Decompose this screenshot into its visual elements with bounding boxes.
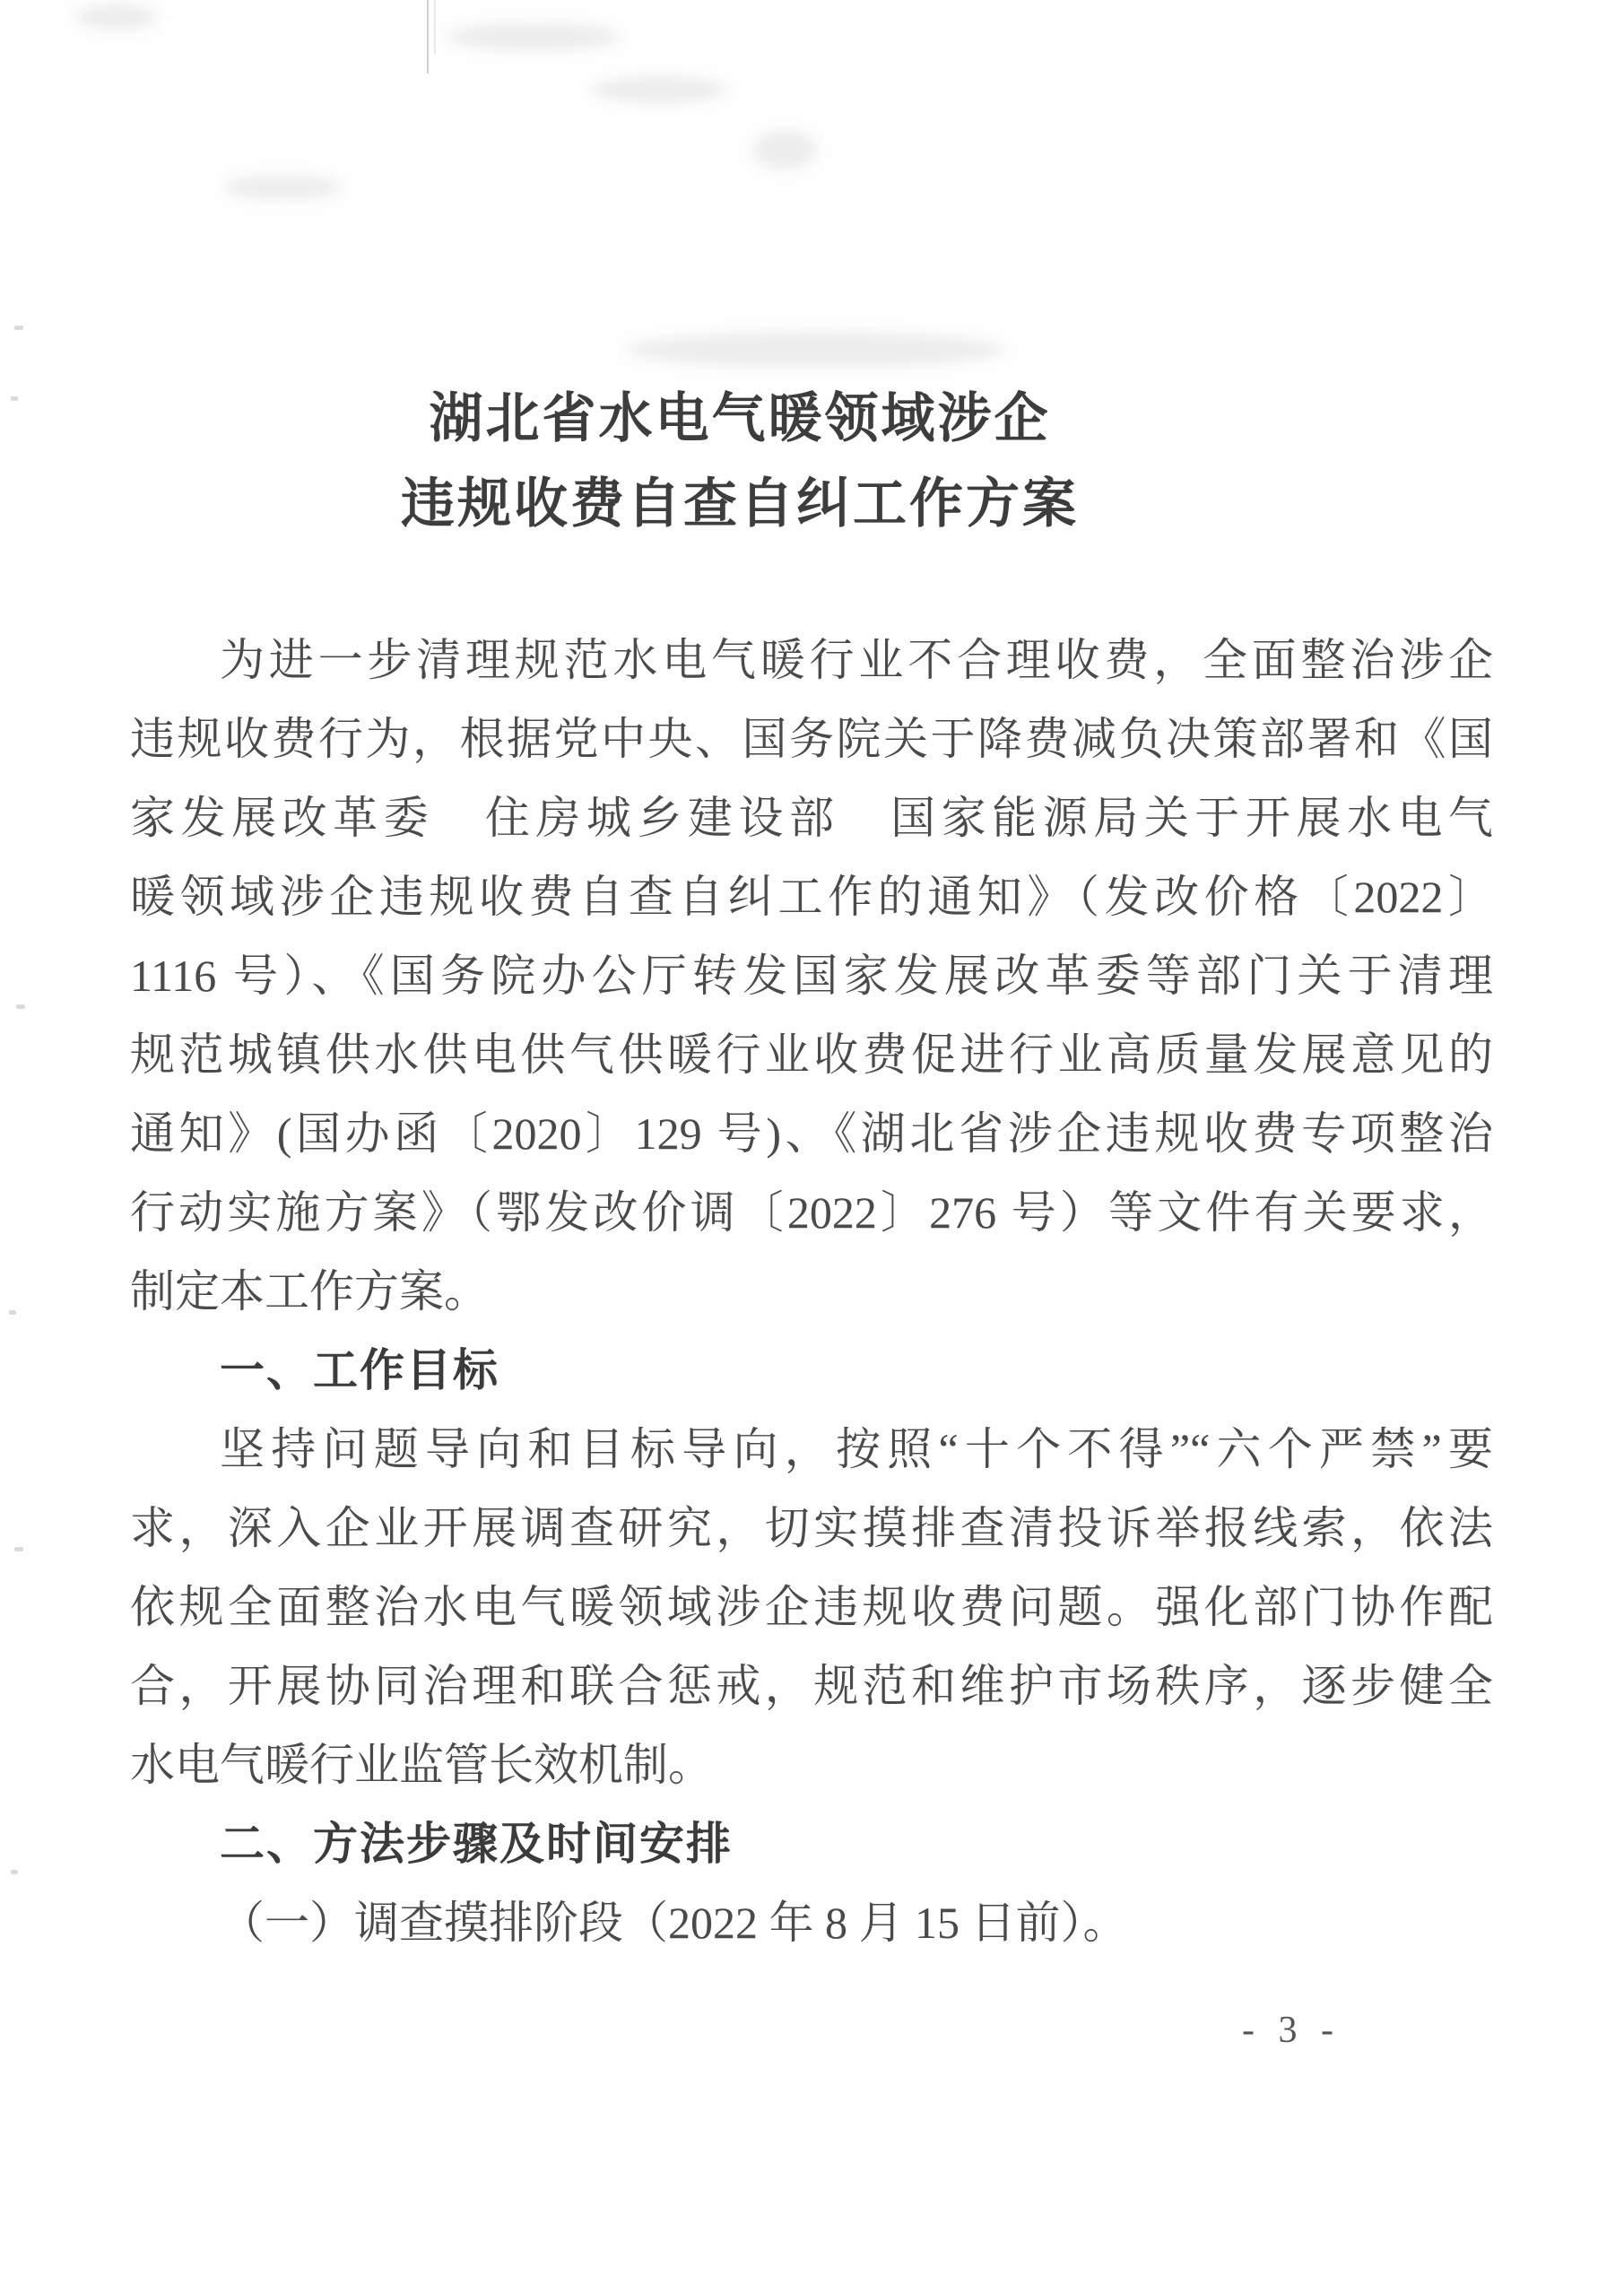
text-line: 暖领域涉企违规收费自查自纠工作的通知》（发改价格〔2022〕 (130, 872, 1493, 922)
document-body (130, 621, 1493, 1962)
text-line: 合，开展协同治理和联合惩戒，规范和维护市场秩序，逐步健全 (130, 1661, 1493, 1711)
title-line-2: 违规收费自查自纠工作方案 (401, 474, 1079, 534)
text-line: （一）调查摸排阶段（2022 年 8 月 15 日前）。 (220, 1898, 1128, 1948)
text-line: 行动实施方案》（鄂发改价调〔2022〕276 号）等文件有关要求， (130, 1187, 1493, 1238)
text-line: 家发展改革委 住房城乡建设部 国家能源局关于开展水电气 (130, 793, 1493, 843)
scan-artifact (427, 0, 429, 74)
scan-artifact (224, 175, 341, 200)
text-line: 水电气暖行业监管长效机制。 (130, 1740, 713, 1790)
scan-artifact (448, 22, 619, 51)
document-title (0, 377, 1480, 547)
text-line: 通知》(国办函〔2020〕129 号)、《湖北省涉企违规收费专项整治 (130, 1108, 1493, 1159)
page-number: - 3 - (1242, 2010, 1341, 2051)
scan-artifact (16, 1004, 25, 1009)
text-line: 求，深入企业开展调查研究，切实摸排查清投诉举报线索，依法 (130, 1503, 1493, 1553)
scan-artifact (628, 332, 1004, 368)
scan-artifact (14, 326, 23, 330)
text-line: 坚持问题导向和目标导向，按照“十个不得”“六个严禁”要 (220, 1424, 1493, 1474)
text-line: 为进一步清理规范水电气暖行业不合理收费，全面整治涉企 (220, 635, 1493, 685)
scan-artifact (14, 1547, 23, 1551)
text-line: 依规全面整治水电气暖领域涉企违规收费问题。强化部门协作配 (130, 1582, 1493, 1632)
text-line: 制定本工作方案。 (130, 1266, 489, 1316)
title-line-1: 湖北省水电气暖领域涉企 (429, 389, 1051, 448)
scan-artifact (9, 1310, 16, 1315)
scan-artifact (753, 130, 816, 169)
scan-artifact (76, 4, 157, 30)
text-line: 1116 号）、《国务院办公厅转发国家发展改革委等部门关于清理 (130, 951, 1493, 1001)
section-heading-2: 二、方法步骤及时间安排 (220, 1819, 733, 1869)
text-line: 规范城镇供水供电供气供暖行业收费促进行业高质量发展意见的 (130, 1030, 1493, 1080)
scan-artifact (592, 76, 726, 103)
scan-artifact (11, 1870, 18, 1874)
scan-artifact (434, 0, 436, 54)
text-line: 违规收费行为，根据党中央、国务院关于降费减负决策部署和《国 (130, 714, 1493, 764)
section-heading-1: 一、工作目标 (220, 1345, 499, 1395)
